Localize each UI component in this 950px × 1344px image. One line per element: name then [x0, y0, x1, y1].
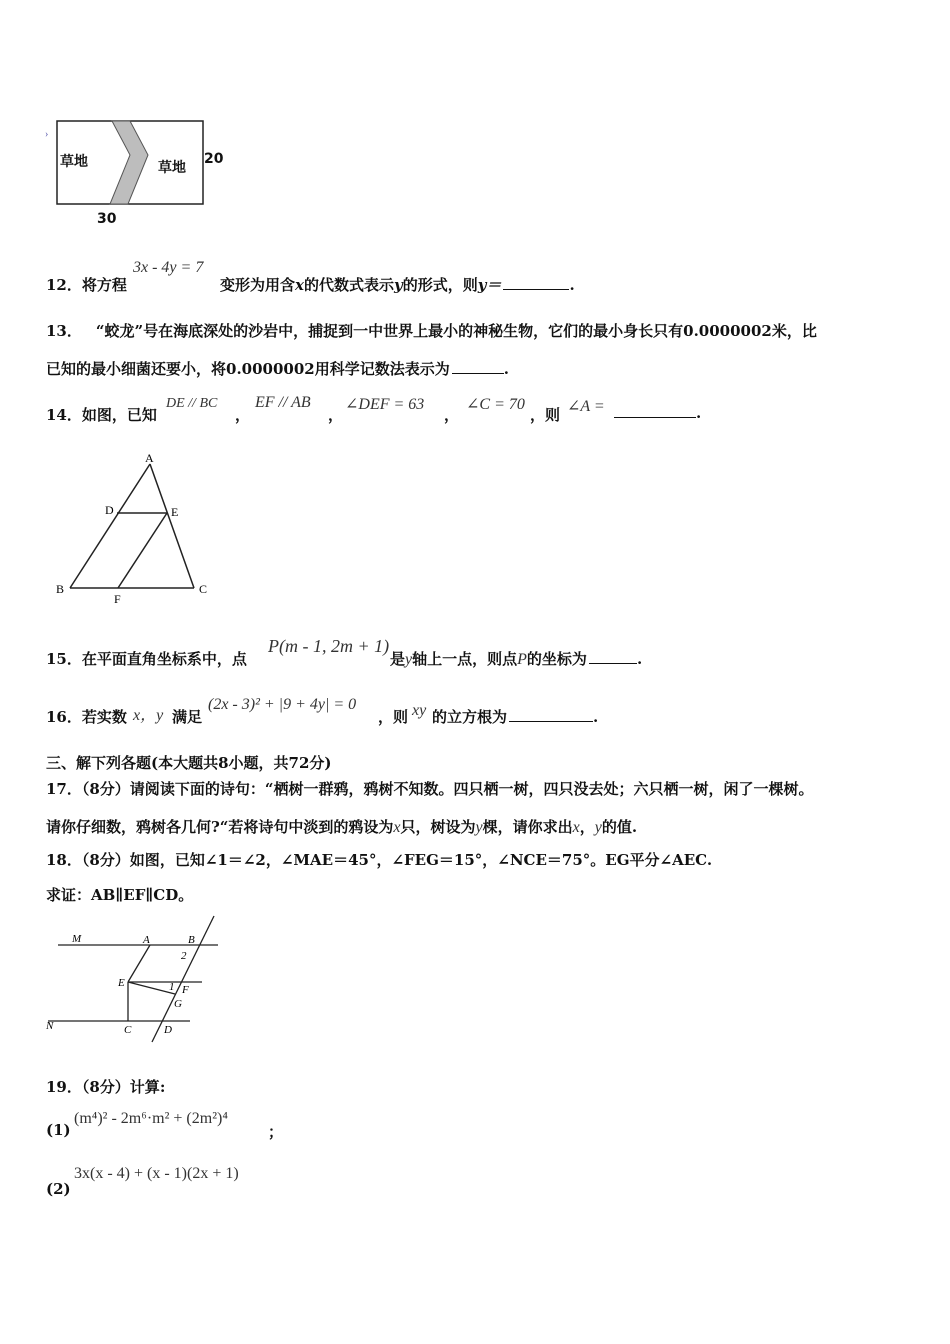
parallel-lines-figure: [40, 910, 230, 1050]
question-17-line2: [46, 816, 637, 837]
tri-label-D: D: [105, 503, 114, 517]
q19-part2-expr: 3x(x - 4) + (x - 1)(2x + 1): [74, 1165, 239, 1182]
q12-pre: 将方程: [81, 276, 127, 294]
q14-answer-blank[interactable]: [614, 416, 696, 418]
q13-line1: “蛟龙”号在海底深处的沙岩中，捕捉到一中世界上最小的神秘生物，它们的最小身长只有0.0000002米，比: [95, 322, 817, 340]
q16-rest: [432, 706, 598, 727]
q19-part2-label: (2): [46, 1180, 71, 1198]
q19-part1-end: ；: [268, 1123, 284, 1141]
par-label-C: C: [124, 1024, 132, 1036]
q13-answer-blank[interactable]: [452, 372, 504, 374]
q16-mid: 满足: [172, 708, 203, 726]
q14-answer: [612, 404, 701, 422]
q14-sep-1: ，: [235, 406, 251, 424]
q17-line2a: 请你仔细数，鸦树各几何?“若将诗句中淡到的鸦设为: [46, 818, 394, 836]
q12-y: y: [393, 276, 403, 294]
lawn-right-label: 草地: [158, 160, 186, 176]
question-13-line2: [46, 358, 509, 379]
lawn-figure: [40, 115, 240, 235]
q14-cond-1: DE // BC: [166, 396, 218, 411]
q15-pre: 在平面直角坐标系中，点: [81, 650, 247, 668]
q19-number: 19．: [46, 1078, 82, 1096]
par-label-M: M: [72, 933, 82, 945]
q17-number: 17．: [46, 780, 82, 798]
q14-number: 14．: [46, 406, 82, 424]
par-label-D: D: [164, 1024, 172, 1036]
triangle-figure: [50, 450, 230, 610]
q12-answer-blank[interactable]: [503, 288, 569, 290]
question-19: [46, 1076, 165, 1097]
q14-ask: ∠A =: [567, 398, 605, 415]
q15-mid: 是: [390, 650, 406, 668]
lawn-height-label: 20: [204, 151, 224, 167]
q19-part1-label: (1): [46, 1121, 71, 1139]
q12-mid2: 的代数式表示: [303, 276, 394, 294]
question-13: [46, 320, 817, 341]
question-16: [46, 706, 127, 727]
q17-x: x: [393, 819, 401, 836]
q18-number: 18．: [46, 851, 82, 869]
q15-mid2: 轴上一点，则点: [412, 650, 518, 668]
q13-end: .: [503, 360, 509, 378]
q17-y: y: [475, 819, 483, 836]
q12-equation: 3x - 4y = 7: [133, 259, 204, 276]
q12-mid3: 的形式，则: [402, 276, 478, 294]
lawn-figure-svg: [40, 115, 240, 235]
par-label-2: 2: [181, 950, 187, 962]
parallel-lines-figure-svg: [40, 910, 230, 1050]
q17-line2c: 棵，请你求出: [482, 818, 573, 836]
q15-number: 15．: [46, 650, 82, 668]
q17-sep: ，: [579, 818, 595, 836]
q12-end: .: [569, 276, 575, 294]
q12-number: 12．: [46, 276, 82, 294]
q16-answer-blank[interactable]: [509, 720, 593, 722]
q19-title: （8分）计算:: [81, 1078, 166, 1096]
lawn-width-label: 30: [97, 211, 117, 227]
par-label-A: A: [143, 934, 150, 946]
par-label-1: 1: [169, 981, 175, 993]
lawn-left-label: 草地: [60, 154, 88, 170]
question-17: [46, 778, 813, 799]
q19-part1-expr: (m⁴)² - 2m⁶·m² + (2m²)⁴: [74, 1110, 228, 1127]
q16-pre: 若实数: [81, 708, 127, 726]
par-label-E: E: [118, 977, 125, 989]
question-14: [46, 404, 157, 425]
q16-mid2: 的立方根为: [432, 708, 508, 726]
tri-label-C: C: [199, 582, 208, 596]
par-label-F: F: [182, 984, 189, 996]
q17-line1: （8分）请阅读下面的诗句：“栖树一群鸦，鸦树不知数。四只栖一树，四只没去处；六只栖一树，闲了一棵树。: [81, 780, 814, 798]
q15-axis: y: [405, 651, 413, 668]
q15-end: .: [636, 650, 643, 668]
q14-sep-2: ，: [328, 406, 344, 424]
question-18-line2: 求证：AB∥EF∥CD。: [46, 886, 194, 904]
q17-line2d: 的值.: [601, 818, 638, 836]
question-18: [46, 849, 712, 870]
par-label-N: N: [46, 1020, 54, 1032]
q14-then: ，则: [530, 406, 561, 424]
tri-label-B: B: [56, 582, 65, 596]
q17-y2: y: [594, 819, 602, 836]
q16-end: .: [593, 708, 599, 726]
q14-end: .: [696, 404, 702, 422]
q14-sep-3: ，: [444, 406, 460, 424]
q16-vars: x，y: [133, 707, 164, 724]
tri-label-E: E: [171, 505, 179, 519]
q13-line2: 已知的最小细菌还要小，将0.0000002用科学记数法表示为: [46, 360, 450, 378]
q14-cond-4: ∠C = 70: [466, 396, 525, 413]
q12-rest: [220, 274, 575, 295]
q15-point: P(m - 1, 2m + 1): [268, 636, 390, 656]
q14-pre: 如图，已知: [81, 406, 157, 424]
q15-answer-blank[interactable]: [589, 662, 637, 664]
q16-number: 16．: [46, 708, 82, 726]
q16-equation: (2x - 3)² + |9 + 4y| = 0: [208, 696, 357, 713]
question-12: [46, 274, 127, 295]
q14-cond-3: ∠DEF = 63: [345, 396, 425, 413]
q12-mid: 变形为用含: [220, 276, 296, 294]
tri-label-F: F: [114, 592, 121, 606]
tri-label-A: A: [145, 451, 154, 465]
q18-line1: （8分）如图，已知∠1＝∠2，∠MAE＝45°，∠FEG＝15°，∠NCE＝75°。EG平分∠AEC.: [81, 851, 713, 869]
q17-line2b: 只，树设为: [400, 818, 476, 836]
par-label-G: G: [174, 998, 182, 1010]
question-15: [46, 648, 247, 669]
q14-cond-2: EF // AB: [255, 394, 311, 411]
svg-text:›: ›: [45, 129, 49, 140]
q13-number: 13．: [46, 322, 82, 340]
q15-rest: [390, 648, 642, 669]
q15-mid3: 的坐标为: [526, 650, 587, 668]
q17-x2: x: [572, 819, 580, 836]
q15-p: P: [517, 651, 527, 668]
q12-x: x: [295, 276, 304, 294]
section-3-heading: 三、解下列各题(本大题共8小题，共72分): [46, 754, 332, 772]
par-label-B: B: [188, 934, 195, 946]
q12-answer-label: y＝: [477, 276, 502, 294]
q16-xy: xy: [412, 702, 427, 719]
q16-then: ，则: [378, 708, 409, 726]
triangle-figure-svg: [50, 450, 230, 610]
